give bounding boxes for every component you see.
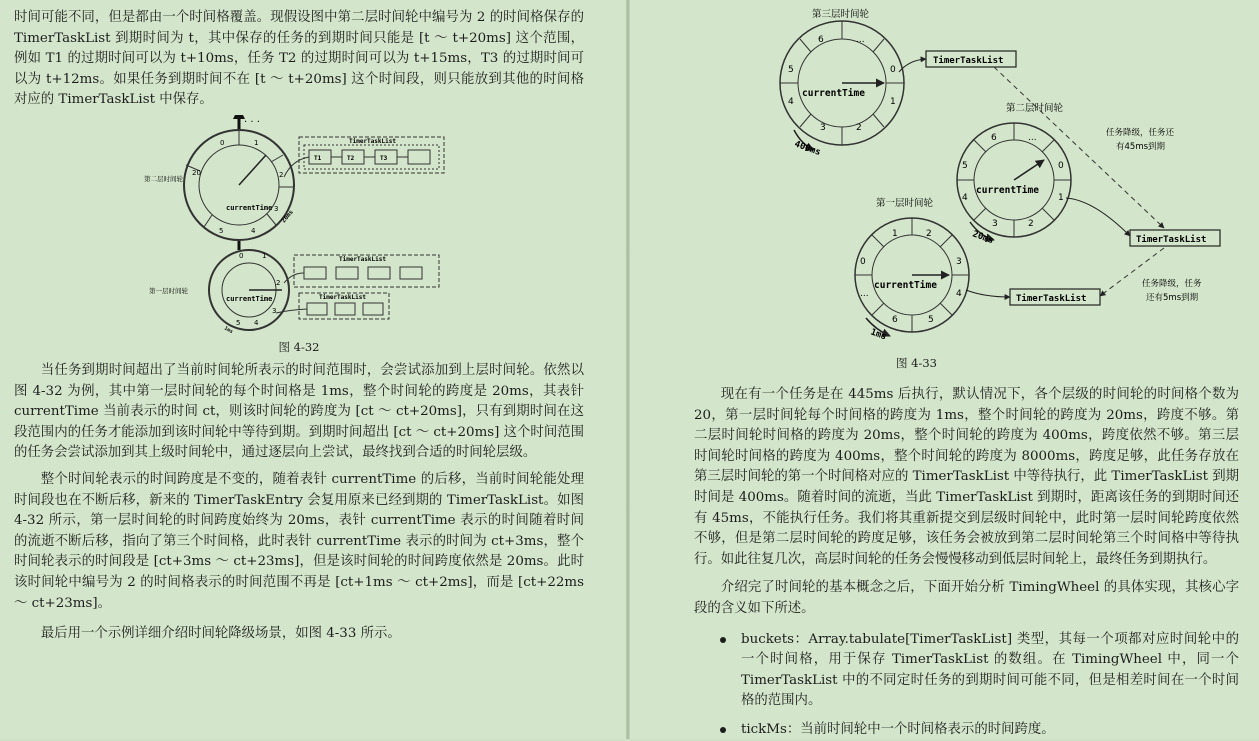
fig433-span2: 20ms [970,229,995,247]
fig433-span3: 400ms [792,139,822,159]
fig433-wheel2-label: 第二层时间轮 [1006,103,1064,114]
fig433-note1-line1: 任务降级，任务还 [1106,128,1175,138]
fig433-w2-tick-5: 5 [962,161,968,171]
fig432-bottom-tick-5: 5 [236,318,241,327]
bullet-icon [720,637,726,643]
fig433-note2-line1: 任务降级，任务 [1142,279,1202,289]
right-paragraph-2: 介绍完了时间轮的基本概念之后，下面开始分析 TimingWheel 的具体实现，其核心字段的含义如下所述。 [694,580,1239,616]
fig432-list-title-2: TimerTaskList [319,293,366,301]
fig433-w2-current-time: currentTime [976,185,1039,196]
fig433-w2-tick-6: 6 [991,133,997,143]
fig433-w3-tick-4: 4 [788,97,794,107]
fig433-list1-label: TimerTaskList [1016,294,1087,304]
fig432-dots: · · · [244,116,260,128]
fig432-task-t1: T1 [314,154,322,162]
fig433-w3-tick-1: 1 [890,97,896,107]
fig433-w3-tick-5: 5 [788,65,794,75]
fig432-top-tick-0: 0 [220,138,225,147]
fig433-w3-tick-2: 2 [856,123,862,133]
fig432-list-title-1: TimerTaskList [339,255,386,263]
fig432-span-bottom: 1ms [223,325,234,336]
fig433-w1-current-time: currentTime [874,280,937,291]
list-item [694,720,1239,741]
fig432-bottom-tick-0: 0 [239,251,244,260]
fig433-list-2 [1066,198,1220,246]
fig432-top-tick-5: 5 [219,226,224,235]
fig433-note1-line2: 有45ms到期 [1116,142,1166,152]
fig432-task-t3: T3 [380,154,388,162]
list-item [694,630,1239,712]
fig432-bottom-wheel-label: 第一层时间轮 [149,286,188,295]
field-list [694,630,1239,741]
fig432-bottom-tick-1: 1 [262,251,267,260]
fig433-list3-label: TimerTaskList [933,56,1004,66]
bullet-icon [720,727,726,733]
fig432-bottom-tick-2: 2 [276,278,281,287]
list-item-text: tickMs：当前时间轮中一个时间格表示的时间跨度。 [741,721,1055,737]
fig433-w2-tick-4: 4 [962,193,968,203]
list-item-text: buckets：Array.tabulate[TimerTaskList] 类型，其每一个项都对应时间轮中的一个时间格，用于保存 TimerTaskList 的数组。在 TimingWheel 中，同一个 TimerTaskList 中的不同定时任务的到期时间可能不同，但是相差时间在一个时间格的范围内。 [741,631,1239,709]
fig432-task-t2: T2 [347,154,355,162]
figure-4-32 [14,115,584,345]
fig433-list-3 [899,51,1016,72]
left-page [0,0,626,739]
fig432-top-tick-4: 4 [251,226,256,235]
fig433-w2-tick-0: 0 [1058,161,1064,171]
fig433-wheel-2 [957,123,1071,246]
fig432-bottom-list-2 [276,293,389,319]
fig432-caption: 图 4-32 [278,339,320,354]
fig432-top-tick-2: 2 [279,170,284,179]
paragraph-2: 整个时间轮表示的时间跨度是不变的，随着表针 currentTime 的后移，当前时间轮能处理时间段也在不断后移，新来的 TimerTaskEntry 会复用原来已经到期的 TimerTaskList。如图 4-32 所示，第一层时间轮的时间跨度始终为 20ms，表针 currentTime 表示的时间随着时间的流逝不断后移，指向了第三个时间格，此时表针 currentTime 表示的时间为 ct+3ms，整个时间轮表示的时间段是 [ct+3ms ～ ct+23ms]，但是该时间轮的时间跨度依然是 20ms。此时该时间轮中编号为 2 的时间格表示的时间范围不再是 [ct+1ms ～ ct+2ms]，而是 [ct+22ms ～ ct+23ms]。 [14,471,584,611]
fig432-span-top: 20ms [280,208,295,225]
fig432-top-list [284,137,444,177]
fig433-w1-tick-3: 3 [956,257,962,267]
fig432-bottom-current-time: currentTime [226,294,273,303]
fig433-w2-tick-dots: ... [1028,133,1037,143]
paragraph-3: 最后用一个示例详细介绍时间轮降级场景，如图 4-33 所示。 [40,626,401,642]
fig433-list-1 [966,289,1100,305]
fig433-w1-tick-5: 5 [928,315,934,325]
fig433-w1-tick-6: 6 [892,315,898,325]
figure-4-33 [694,0,1239,355]
right-page [630,0,1259,739]
fig432-top-wheel [184,115,295,240]
right-paragraph-1: 现在有一个任务是在 445ms 后执行，默认情况下，各个层级的时间轮的时间格个数为 20，第一层时间轮每个时间格的跨度为 1ms，整个时间轮的跨度为 20ms，跨度不够。第二层时间轮时间格的跨度为 20ms，整个时间轮的跨度为 400ms，跨度依然不够。第三层时间轮时间格的跨度为 400ms，整个时间轮的跨度为 8000ms，跨度足够，此任务存放在第三层时间轮的第一个时间格对应的 TimerTaskList 中等待执行，此 TimerTaskList 到期时间是 400ms。随着时间的流逝，当此 TimerTaskList 到期时，距离该任务的到期时间还有 45ms，不能执行任务。我们将其重新提交到层级时间轮中，此时第一层时间轮跨度依然不够，但是第二层时间轮的跨度足够，该任务会被放到第二层时间轮第三个时间格中等待执行。如此往复几次，高层时间轮的任务会慢慢移动到低层时间轮上，最终任务到期执行。 [694,387,1239,567]
fig432-top-tick-3: 3 [274,204,279,213]
fig433-w1-tick-1: 1 [892,229,898,239]
fig433-wheel1-label: 第一层时间轮 [876,198,934,209]
fig432-top-current-time: currentTime [226,203,273,212]
fig432-bottom-wheel [209,241,289,335]
fig433-span1: 1ms [868,327,888,343]
fig433-wheel-3 [780,21,904,158]
fig433-w3-current-time: currentTime [802,88,865,99]
fig433-wheel-1 [855,218,969,342]
fig433-w1-tick-dots: ... [860,289,869,299]
paragraph-top: 时间可能不同，但是都由一个时间格覆盖。现假设图中第二层时间轮中编号为 2 的时间格保存的 TimerTaskList 到期时间为 t，其中保存的任务的到期时间只能是 [t ～ t+20ms] 这个范围，例如 T1 的过期时间可以为 t+10ms，任务 T2 的过期时间可以为 t+15ms，T3 的过期时间可以为 t+12ms。如果任务到期时间不在 [t ～ t+20ms] 这个时间段，则只能放到其他的时间格对应的 TimerTaskList 中保存。 [14,10,584,108]
fig433-w3-tick-dots: ... [856,35,865,45]
fig433-caption: 图 4-33 [896,356,937,370]
fig432-bottom-tick-3: 3 [272,306,277,315]
fig433-w3-tick-3: 3 [820,123,826,133]
fig433-list2-label: TimerTaskList [1136,235,1207,245]
fig432-bottom-tick-4: 4 [254,318,259,327]
fig433-w2-tick-3: 3 [992,219,998,229]
fig433-w3-tick-0: 0 [890,65,896,75]
fig433-w1-tick-2: 2 [926,229,932,239]
fig432-top-tick-20: 20 [192,168,201,177]
fig433-note2-line2: 还有5ms到期 [1146,293,1199,303]
fig432-top-wheel-label: 第二层时间轮 [144,174,183,183]
fig433-wheel3-label: 第三层时间轮 [812,9,870,20]
fig433-w1-tick-0: 0 [860,257,866,267]
fig433-w3-tick-6: 6 [818,35,824,45]
fig433-w1-tick-4: 4 [956,289,962,299]
fig432-top-tick-1: 1 [254,138,259,147]
fig433-w2-tick-1: 1 [1058,193,1064,203]
paragraph-1: 当任务到期时间超出了当前时间轮所表示的时间范围时，会尝试添加到上层时间轮。依然以图 4-32 为例，其中第一层时间轮的每个时间格是 1ms，整个时间轮的跨度是 20ms，其表针 currentTime 当前表示的时间 ct，则该时间轮的跨度为 [ct ～ ct+20ms]，只有到期时间在这段范围内的任务才能添加到该时间轮中等待到期。到期时间超出 [ct ～ ct+20ms] 这个时间范围的任务会尝试添加到其上级时间轮中，通过逐层向上尝试，最终找到合适的时间轮层级。 [14,362,584,461]
fig432-bottom-list-1 [284,255,439,287]
fig432-top-list-title: TimerTaskList [349,137,396,145]
fig433-w2-tick-2: 2 [1028,219,1034,229]
